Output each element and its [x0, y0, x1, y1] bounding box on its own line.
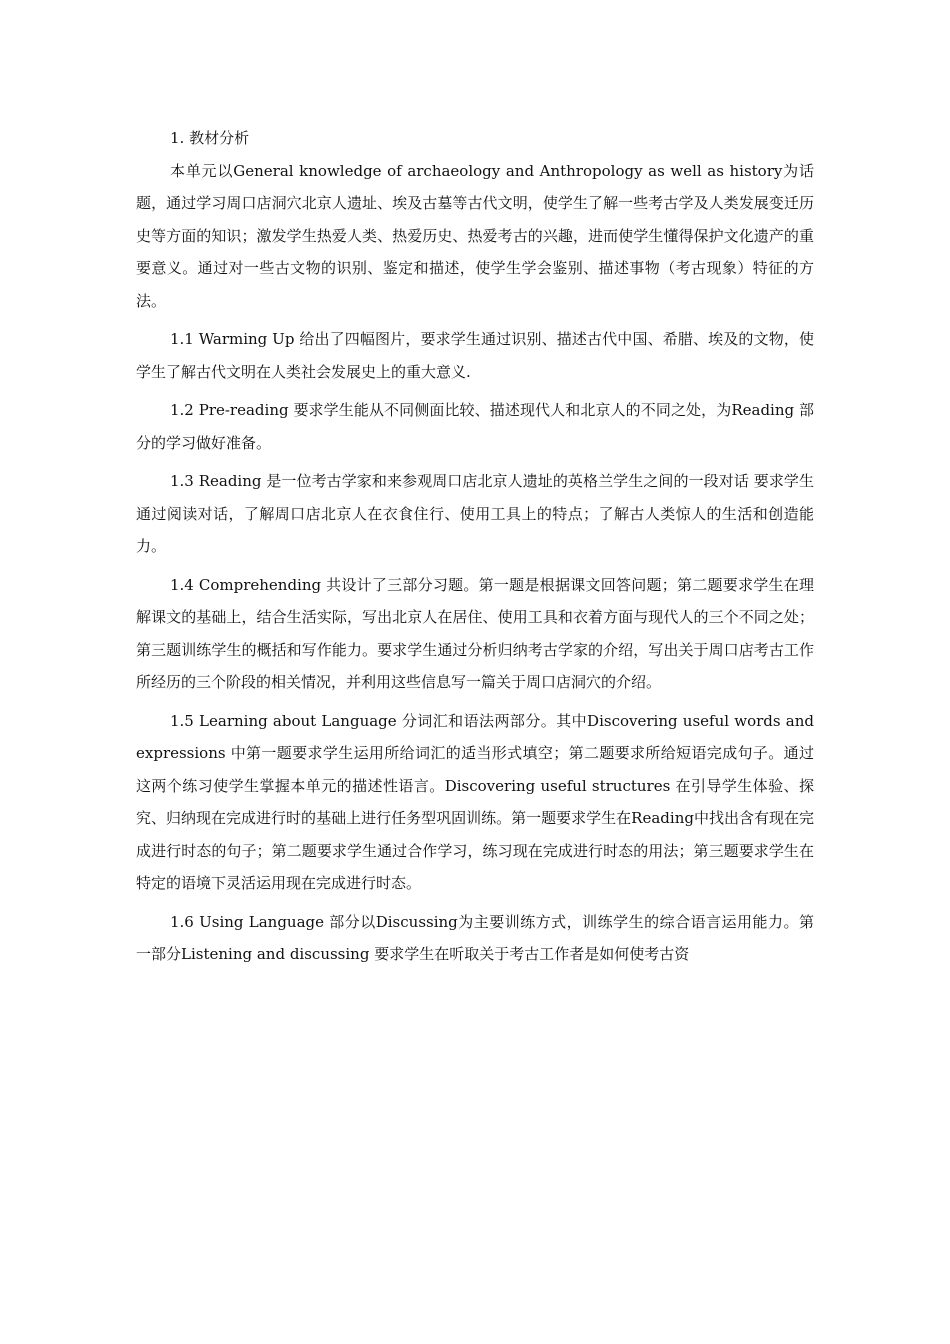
- paragraph-learning-language: 1.5 Learning about Language 分词汇和语法两部分。其中Discovering useful words and expressions 中第一题要求学生运用所给词汇的适当形式填空；第二题要求所给短语完成句子。通过这两个练习使学生掌握本单元的描述性语言。Discovering useful structures 在引导学生体验、探究、归纳现在完成进行时的基础上进行任务型巩固训练。第一题要求学生在Reading中找出含有现在完成进行时态的句子；第二题要求学生通过合作学习，练习现在完成进行时态的用法；第三题要求学生在特定的语境下灵活运用现在完成进行时态。: [136, 711, 814, 892]
- section-heading: 1. 教材分析: [170, 129, 250, 147]
- paragraph-pre-reading: 1.2 Pre-reading 要求学生能从不同侧面比较、描述现代人和北京人的不同之处，为Reading 部分的学习做好准备。: [136, 401, 814, 452]
- paragraph-intro: 本单元以General knowledge of archaeology and Anthropology as well as history为话题，通过学习周口店洞穴北京人遗址、埃及古墓等古代文明，使学生了解一些考古学及人类发展变迁历史等方面的知识；激发学生热爱人类、热爱历史、热爱考古的兴趣，进而使学生懂得保护文化遗产的重要意义。通过对一些古文物的识别、鉴定和描述，使学生学会鉴别、描述事物（考古现象）特征的方法。: [136, 161, 814, 310]
- paragraph-warming-up: 1.1 Warming Up 给出了四幅图片，要求学生通过识别、描述古代中国、希腊、埃及的文物，使学生了解古代文明在人类社会发展史上的重大意义.: [136, 330, 814, 381]
- paragraph-comprehending: 1.4 Comprehending 共设计了三部分习题。第一题是根据课文回答问题；第二题要求学生在理解课文的基础上，结合生活实际，写出北京人在居住、使用工具和衣着方面与现代人的三个不同之处；第三题训练学生的概括和写作能力。要求学生通过分析归纳考古学家的介绍，写出关于周口店考古工作所经历的三个阶段的相关情况，并利用这些信息写一篇关于周口店洞穴的介绍。: [136, 575, 814, 691]
- document-body: [136, 122, 814, 977]
- paragraph-using-language: 1.6 Using Language 部分以Discussing为主要训练方式，训练学生的综合语言运用能力。第一部分Listening and discussing 要求学生在听取关于考古工作者是如何使考古资: [136, 912, 814, 963]
- paragraph-reading: 1.3 Reading 是一位考古学家和来参观周口店北京人遗址的英格兰学生之间的一段对话 要求学生通过阅读对话，了解周口店北京人在衣食住行、使用工具上的特点；了解古人类惊人的生活和创造能力。: [136, 472, 814, 555]
